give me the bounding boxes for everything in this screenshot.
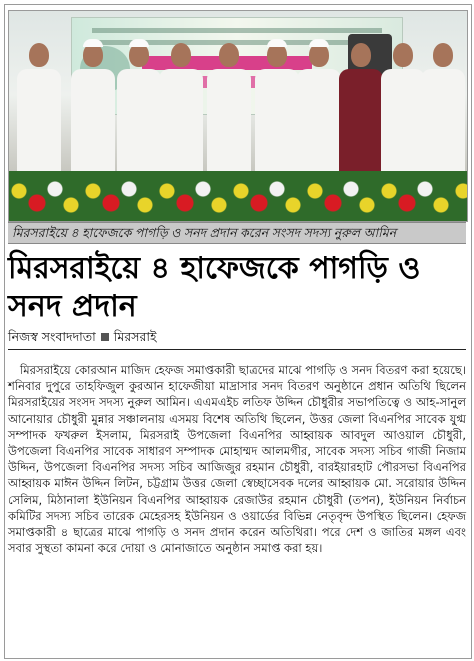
chief-guest-figure <box>207 43 251 189</box>
byline <box>8 328 466 346</box>
banner-text-line <box>92 28 382 33</box>
square-separator-icon <box>101 333 109 341</box>
byline-reporter: নিজস্ব সংবাদদাতা <box>8 329 96 344</box>
hafez-figure <box>71 43 115 189</box>
hafez-figure <box>255 43 299 189</box>
divider <box>8 349 466 350</box>
flower-arrangement <box>9 171 467 221</box>
photo-caption: মিরসরাইয়ে ৪ হাফেজকে পাগড়ি ও সনদ প্রদান করেন সংসদ সদস্য নুরুল আমিন <box>8 222 466 244</box>
attendee-figure <box>159 43 203 189</box>
article-body: মিরসরাইয়ে কোরআন মাজিদ হেফজ সমাপ্তকারী ছাত্রদের মাঝে পাগড়ি ও সনদ বিতরণ করা হয়েছে। শনিবার দুপুরে তাহফিজুল কুরআন হাফেজীয়া মাদ্রাসার সনদ বিতরণ অনুষ্ঠানে প্রধান অতিথি ছিলেন মিরসরাইয়ের সংসদ সদস্য নুরুল আমিন। এএমএইচ লতিফ উদ্দিন চৌধুরীর সভাপতিত্বে ও আহ-সানুল আনোয়ার চৌধুরী মুন্নার সঞ্চালনায় এসময় বিশেষ অতিথি ছিলেন, উত্তর জেলা বিএনপির সাবেক যুগ্ম সম্পাদক ফখরুল ইসলাম, মিরসরাই উপজেলা বিএনপির আহ্বায়ক আবদুল আওয়াল চৌধুরী, উপজেলা বিএনপির সাবেক সাধারণ সম্পাদক মোহাম্মদ আলমগীর, সাবেক সদস্য সচিব গাজী নিজাম উদ্দিন, উপজেলা বিএনপির সদস্য সচিব আজিজুর রহমান চৌধুরী, বারইয়ারহাট পৌরসভা বিএনপির আহ্বায়ক মাঈন উদ্দিন লিটন, চট্টগ্রাম উত্তর জেলা স্বেচ্ছাসেবক দলের আহ্বায়ক মো. সরোয়ার উদ্দিন সেলিম, মিঠানালা ইউনিয়ন বিএনপির আহ্বায়ক রেজাউর রহমান চৌধুরী (তপন), ইউনিয়ন নির্বাচন কমিটির সদস্য সচিব তারেক মেহেরসহ ইউনিয়ন ও ওয়ার্ডের বিভিন্ন নেতৃবৃন্দ উপস্থিত ছিলেন। হেফজ সমাপ্তকারী ৪ ছাত্রের মাঝে পাগড়ি ও সনদ প্রদান করেন অতিথিরা। পরে দেশ ও জাতির মঙ্গল এবং সবার সুস্থতা কামনা করে দোয়া ও মোনাজাতে অনুষ্ঠান সমাপ্ত করা হয়। <box>8 363 466 556</box>
attendee-figure <box>421 43 465 189</box>
attendee-figure <box>381 43 425 189</box>
attendee-figure <box>17 43 61 189</box>
article-headline: মিরসরাইয়ে ৪ হাফেজকে পাগড়ি ও সনদ প্রদান <box>8 251 421 324</box>
hafez-figure <box>297 43 341 189</box>
event-photo <box>8 10 468 222</box>
byline-location: মিরসরাই <box>113 329 157 344</box>
attendee-figure <box>339 43 383 189</box>
hafez-figure <box>117 43 161 189</box>
